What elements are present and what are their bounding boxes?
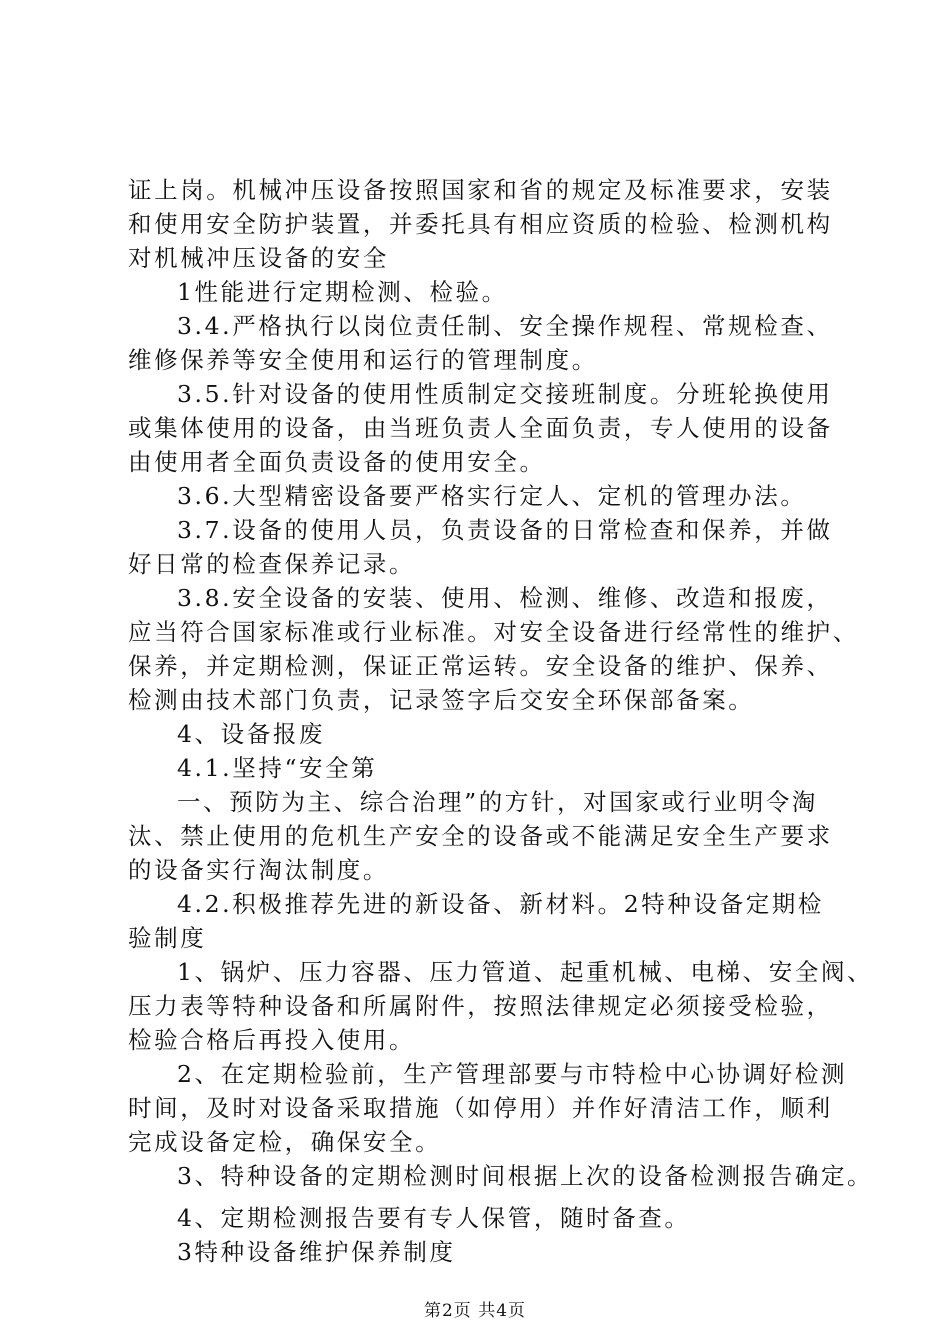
text-line: 3.8.安全设备的安装、使用、检测、维修、改造和报废， [177, 584, 833, 612]
text-line: 汰、禁止使用的危机生产安全的设备或不能满足安全生产要求 [128, 822, 833, 850]
text-line: 3.6.大型精密设备要严格实行定人、定机的管理办法。 [177, 482, 807, 510]
text-line: 检测由技术部门负责，记录签字后交安全环保部备案。 [128, 686, 755, 714]
text-line: 3.4.严格执行以岗位责任制、安全操作规程、常规检查、 [177, 312, 833, 340]
text-line: 检验合格后再投入使用。 [128, 1026, 416, 1054]
text-line: 2、在定期检验前，生产管理部要与市特检中心协调好检测 [177, 1060, 848, 1088]
text-line: 4.2.积极推荐先进的新设备、新材料。2特种设备定期检 [177, 890, 824, 918]
text-line: 4、定期检测报告要有专人保管，随时备查。 [177, 1204, 691, 1232]
text-line: 1性能进行定期检测、检验。 [177, 278, 508, 306]
text-line: 时间，及时对设备采取措施（如停用）并作好清洁工作，顺利 [128, 1094, 833, 1122]
text-line: 保养，并定期检测，保证正常运转。安全设备的维护、保养、 [128, 652, 833, 680]
text-line: 3.7.设备的使用人员，负责设备的日常检查和保养，并做 [177, 516, 833, 544]
text-line: 或集体使用的设备，由当班负责人全面负责，专人使用的设备 [128, 414, 833, 442]
text-line: 4.1.坚持“安全第 [177, 754, 378, 782]
text-line: 维修保养等安全使用和运行的管理制度。 [128, 346, 598, 374]
text-line: 完成设备定检，确保安全。 [128, 1128, 442, 1156]
text-line: 和使用安全防护装置，并委托具有相应资质的检验、检测机构 [128, 210, 833, 238]
text-line: 一、预防为主、综合治理”的方针，对国家或行业明令淘 [177, 788, 819, 816]
text-line: 证上岗。机械冲压设备按照国家和省的规定及标准要求，安装 [128, 176, 833, 204]
text-line: 由使用者全面负责设备的使用安全。 [128, 448, 546, 476]
text-line: 压力表等特种设备和所属附件，按照法律规定必须接受检验， [128, 992, 833, 1020]
text-line: 对机械冲压设备的安全 [128, 244, 389, 272]
section-heading: 3特种设备维护保养制度 [177, 1238, 456, 1266]
text-line: 3.5.针对设备的使用性质制定交接班制度。分班轮换使用 [177, 380, 833, 408]
text-line: 3、特种设备的定期检测时间根据上次的设备检测报告确定。 [177, 1162, 874, 1190]
text-line: 好日常的检查保养记录。 [128, 550, 416, 578]
page-number-footer: 第2页 共4页 [423, 1301, 527, 1321]
section-heading: 4、设备报废 [177, 720, 326, 748]
text-line: 验制度 [128, 924, 207, 952]
text-line: 1、锅炉、压力容器、压力管道、起重机械、电梯、安全阀、 [177, 958, 874, 986]
text-line: 应当符合国家标准或行业标准。对安全设备进行经常性的维护、 [128, 618, 859, 646]
text-line: 的设备实行淘汰制度。 [128, 856, 389, 884]
